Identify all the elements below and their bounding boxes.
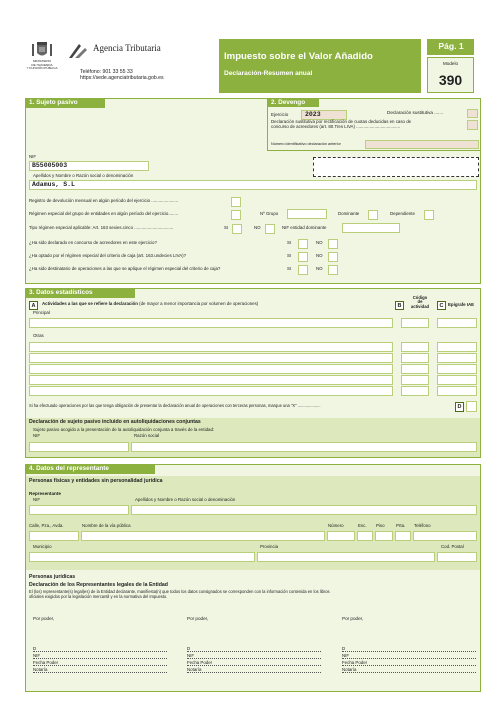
sustitutiva-checkbox[interactable]: [467, 109, 478, 118]
sig3-d-label: D: [342, 646, 346, 651]
otras-label: Otras: [33, 333, 44, 338]
sig2-fecha-label: Fecha Poder: [187, 660, 213, 665]
form-title: Impuesto sobre el Valor Añadido: [224, 51, 373, 62]
tipo-si-label: SI: [224, 225, 229, 230]
principal-activity-field[interactable]: [29, 318, 393, 328]
codigo-label-1: Código: [412, 295, 428, 300]
name-label: Apellidos y Nombre o Razón social o denominación: [33, 173, 134, 178]
section-1-rule: [105, 98, 265, 99]
justificante-field[interactable]: [365, 140, 479, 149]
otras-activity-field-1[interactable]: [29, 342, 393, 352]
sig2-nif-label: NIF: [187, 653, 195, 658]
sig2-notaria-label: Notaría: [187, 667, 202, 672]
codigo-label: [404, 296, 436, 309]
rectificacion-label-1: Declaración sustitutiva por rectificación de cuotas deducidas en caso de: [271, 119, 412, 124]
representante-label: Representante: [29, 491, 61, 496]
otras-epigrafe-field-1[interactable]: [437, 342, 477, 352]
prta-field[interactable]: [395, 531, 411, 541]
tipo-si-checkbox[interactable]: [232, 224, 242, 234]
autoliquidacion-nif-field[interactable]: [29, 442, 129, 452]
destinatario-si-checkbox[interactable]: [298, 265, 308, 275]
legales-title: Declaración de los Representantes legales de la Entidad: [29, 582, 168, 588]
fisicas-title: Personas físicas y entidades sin personalidad jurídica: [29, 478, 163, 484]
tipo-no-checkbox[interactable]: [265, 224, 275, 234]
otras-activity-field-4[interactable]: [29, 375, 393, 385]
signature-block-3: [342, 646, 476, 673]
rep-nif-label: NIF: [33, 497, 41, 502]
provincia-field[interactable]: [257, 552, 435, 562]
terceros-checkbox[interactable]: [466, 401, 477, 412]
principal-epigrafe-field[interactable]: [437, 318, 477, 328]
rectificacion-label-2: concurso de acreedores (art. 80.Tres LIVA) ....................................: [271, 124, 401, 129]
otras-epigrafe-field-3[interactable]: [437, 364, 477, 374]
section-2-header: 2. Devengo: [267, 98, 319, 107]
ministry-label: [26, 60, 58, 71]
concurso-si-label: SI: [287, 240, 292, 245]
numero-field[interactable]: [327, 531, 355, 541]
n-grupo-label: Nº Grupo: [260, 211, 279, 216]
otras-epigrafe-field-4[interactable]: [437, 375, 477, 385]
section-1-header: 1. Sujeto pasivo: [25, 98, 105, 108]
principal-label: Principal: [33, 310, 50, 315]
model-number: 390: [438, 72, 463, 88]
sig1-notaria-label: Notaría: [33, 667, 48, 672]
autoliquidacion-nif-label: NIF: [33, 433, 41, 438]
dependiente-label: Dependiente: [390, 211, 415, 216]
sig3-notaria-label: Notaría: [342, 667, 357, 672]
rep-name-field[interactable]: [131, 505, 477, 515]
legales-text-2: oficiales exigidos por la legislación mercantil y en la normativa del Impuesto.: [29, 594, 168, 599]
page-label: Pág. 1: [438, 41, 464, 51]
concurso-label: ¿Ha sido declarado en concurso de acreedores en este ejercicio?: [29, 240, 157, 245]
piso-label: Piso: [376, 523, 385, 528]
autoliquidacion-note: Sujeto pasivo acogido a la presentación de la autoliquidación conjunta a través de la entidad:: [33, 427, 215, 432]
form-title-banner: [219, 39, 421, 93]
terceros-label: Si ha efectuado operaciones por las que tenga obligación de presentar la declaración anual de operaciones con terceras personas, marque una "X" ....................: [29, 403, 321, 408]
destinatario-label: ¿Ha sido destinatario de operaciones a las que se aplique el régimen especial del criterio de caja?: [29, 266, 221, 271]
cp-field[interactable]: [437, 552, 477, 562]
telefono-label: Teléfono: [414, 523, 431, 528]
otras-activity-field-2[interactable]: [29, 353, 393, 363]
otras-epigrafe-field-5[interactable]: [437, 386, 477, 396]
letter-a-badge: A: [29, 301, 38, 310]
agency-logo-icon: [67, 42, 89, 60]
otras-codigo-field-1[interactable]: [401, 342, 429, 352]
legales-text-1: El (los) representante(s) legal(es) de la Entidad declarante, manifiesta(n) que todos los datos consignados se corresponden con la información contenida en los libros: [29, 589, 330, 594]
grupo-label: Régimen especial del grupo de entidades en algún período del ejercicio........: [29, 211, 179, 216]
destinatario-no-label: NO: [316, 266, 323, 271]
dominante-checkbox[interactable]: [368, 210, 378, 220]
otras-codigo-field-3[interactable]: [401, 364, 429, 374]
destinatario-no-checkbox[interactable]: [328, 265, 338, 275]
por-poder-1: Por poder,: [33, 616, 55, 621]
sig1-fecha-label: Fecha Poder: [33, 660, 59, 665]
letter-c-badge: C: [437, 301, 446, 310]
por-poder-3: Por poder,: [342, 616, 364, 621]
sig1-nif-label: NIF: [33, 653, 41, 658]
signature-block-1: [33, 646, 167, 673]
name-field[interactable]: [29, 180, 477, 190]
dependiente-checkbox[interactable]: [424, 210, 434, 220]
sustitutiva-label: Declaración sustitutiva .......: [387, 110, 444, 115]
concurso-no-checkbox[interactable]: [328, 239, 338, 249]
nif-dominante-field[interactable]: [342, 223, 400, 233]
section-3-header: 3. Datos estadísticos: [25, 288, 135, 298]
ministry-line-1: MINISTERIO: [32, 59, 52, 63]
registro-label: Registro de devolución mensual en algún período del ejercicio ......................: [29, 198, 179, 203]
agency-website[interactable]: https://sede.agenciatributaria.gob.es: [80, 75, 164, 81]
letter-d-badge: D: [455, 402, 464, 412]
otras-codigo-field-2[interactable]: [401, 353, 429, 363]
calle-field[interactable]: [29, 531, 79, 541]
signature-block-2: [187, 646, 321, 673]
numero-label: Número: [328, 523, 344, 528]
epigrafe-label: Epígrafe IAE: [448, 302, 475, 307]
concurso-si-checkbox[interactable]: [298, 239, 308, 249]
activities-bold: Actividades a las que se refiere la declaración: [42, 301, 138, 306]
nif-label: NIF: [29, 154, 37, 159]
letter-b-badge: B: [395, 301, 404, 310]
dominante-label: Dominante: [338, 211, 360, 216]
caja-no-label: NO: [316, 253, 323, 258]
cp-label: Cod. Postal: [441, 544, 464, 549]
justificante-label: Número identificativo declaración anterior: [271, 142, 341, 146]
caja-si-label: SI: [287, 253, 292, 258]
telefono-field[interactable]: [413, 531, 477, 541]
activities-label: [42, 302, 258, 307]
form-subtitle: Declaración-Resumen anual: [224, 70, 313, 77]
activities-note: (de mayor a menor importancia por volumen de operaciones): [139, 301, 259, 306]
nif-dominante-label: NIF entidad dominante: [282, 225, 327, 230]
registro-checkbox[interactable]: [231, 197, 241, 207]
sig1-d-label: D: [33, 646, 37, 651]
section-4-header: 4. Datos del representante: [25, 464, 155, 474]
tipo-label: Tipo régimen especial aplicable: Art. 163 sexies.cinco ................................: [29, 225, 174, 230]
piso-field[interactable]: [375, 531, 393, 541]
caja-label: ¿Ha optado por el régimen especial del criterio de caja (art. 163.undecies LIVA)?: [29, 253, 187, 258]
grupo-checkbox[interactable]: [231, 210, 241, 220]
caja-si-checkbox[interactable]: [298, 252, 308, 262]
caja-no-checkbox[interactable]: [328, 252, 338, 262]
otras-activity-field-3[interactable]: [29, 364, 393, 374]
spain-coat-of-arms-logo: [30, 40, 54, 60]
principal-codigo-field[interactable]: [401, 318, 429, 328]
municipio-label: Municipio: [33, 544, 52, 549]
nif-value: B55005003: [32, 162, 68, 169]
sig2-d-label: D: [187, 646, 191, 651]
calle-label: Calle, Pza., Avda.: [29, 523, 64, 528]
juridicas-title: Personas jurídicas: [29, 574, 76, 580]
municipio-field[interactable]: [29, 552, 255, 562]
ejercicio-label: Ejercicio: [271, 112, 289, 117]
autoliquidacion-razon-field[interactable]: [131, 442, 477, 452]
esc-field[interactable]: [357, 531, 373, 541]
provincia-label: Provincia: [260, 544, 279, 549]
destinatario-si-label: SI: [287, 266, 292, 271]
concurso-no-label: NO: [316, 240, 323, 245]
agency-name: Agencia Tributaria: [93, 43, 161, 53]
por-poder-2: Por poder,: [187, 616, 209, 621]
sig3-fecha-label: Fecha Poder: [342, 660, 368, 665]
otras-codigo-field-5[interactable]: [401, 386, 429, 396]
model-label: Modelo: [442, 61, 459, 66]
rep-nif-field[interactable]: [29, 505, 129, 515]
barcode-area: [313, 157, 479, 177]
sig3-nif-label: NIF: [342, 653, 350, 658]
via-field[interactable]: [81, 531, 325, 541]
ejercicio-value: 2023: [305, 111, 321, 118]
rectificacion-checkbox[interactable]: [467, 120, 478, 130]
otras-activity-field-5[interactable]: [29, 386, 393, 396]
agency-phone: Teléfono: 901 33 55 33: [80, 69, 133, 75]
otras-epigrafe-field-2[interactable]: [437, 353, 477, 363]
via-label: Nombre de la vía pública: [82, 523, 131, 528]
n-grupo-field[interactable]: [287, 209, 327, 219]
autoliquidacion-razon-label: Razón social: [134, 433, 160, 438]
otras-codigo-field-4[interactable]: [401, 375, 429, 385]
tipo-no-label: NO: [254, 225, 261, 230]
name-value: Adamus, S.L: [32, 181, 75, 188]
esc-label: Esc.: [358, 523, 367, 528]
ministry-line-2: DE HACIENDA: [31, 62, 53, 67]
codigo-label-2: de: [417, 299, 423, 305]
autoliquidacion-title: Declaración de sujeto pasivo incluido en autoliquidaciones conjuntas: [29, 419, 201, 425]
codigo-label-3: actividad: [410, 303, 430, 309]
ministry-line-3: Y FUNCIÓN PÚBLICA: [26, 66, 58, 71]
prta-label: Prta.: [396, 523, 406, 528]
rep-name-label: Apellidos y Nombre o Razón social o denominación: [135, 497, 236, 502]
